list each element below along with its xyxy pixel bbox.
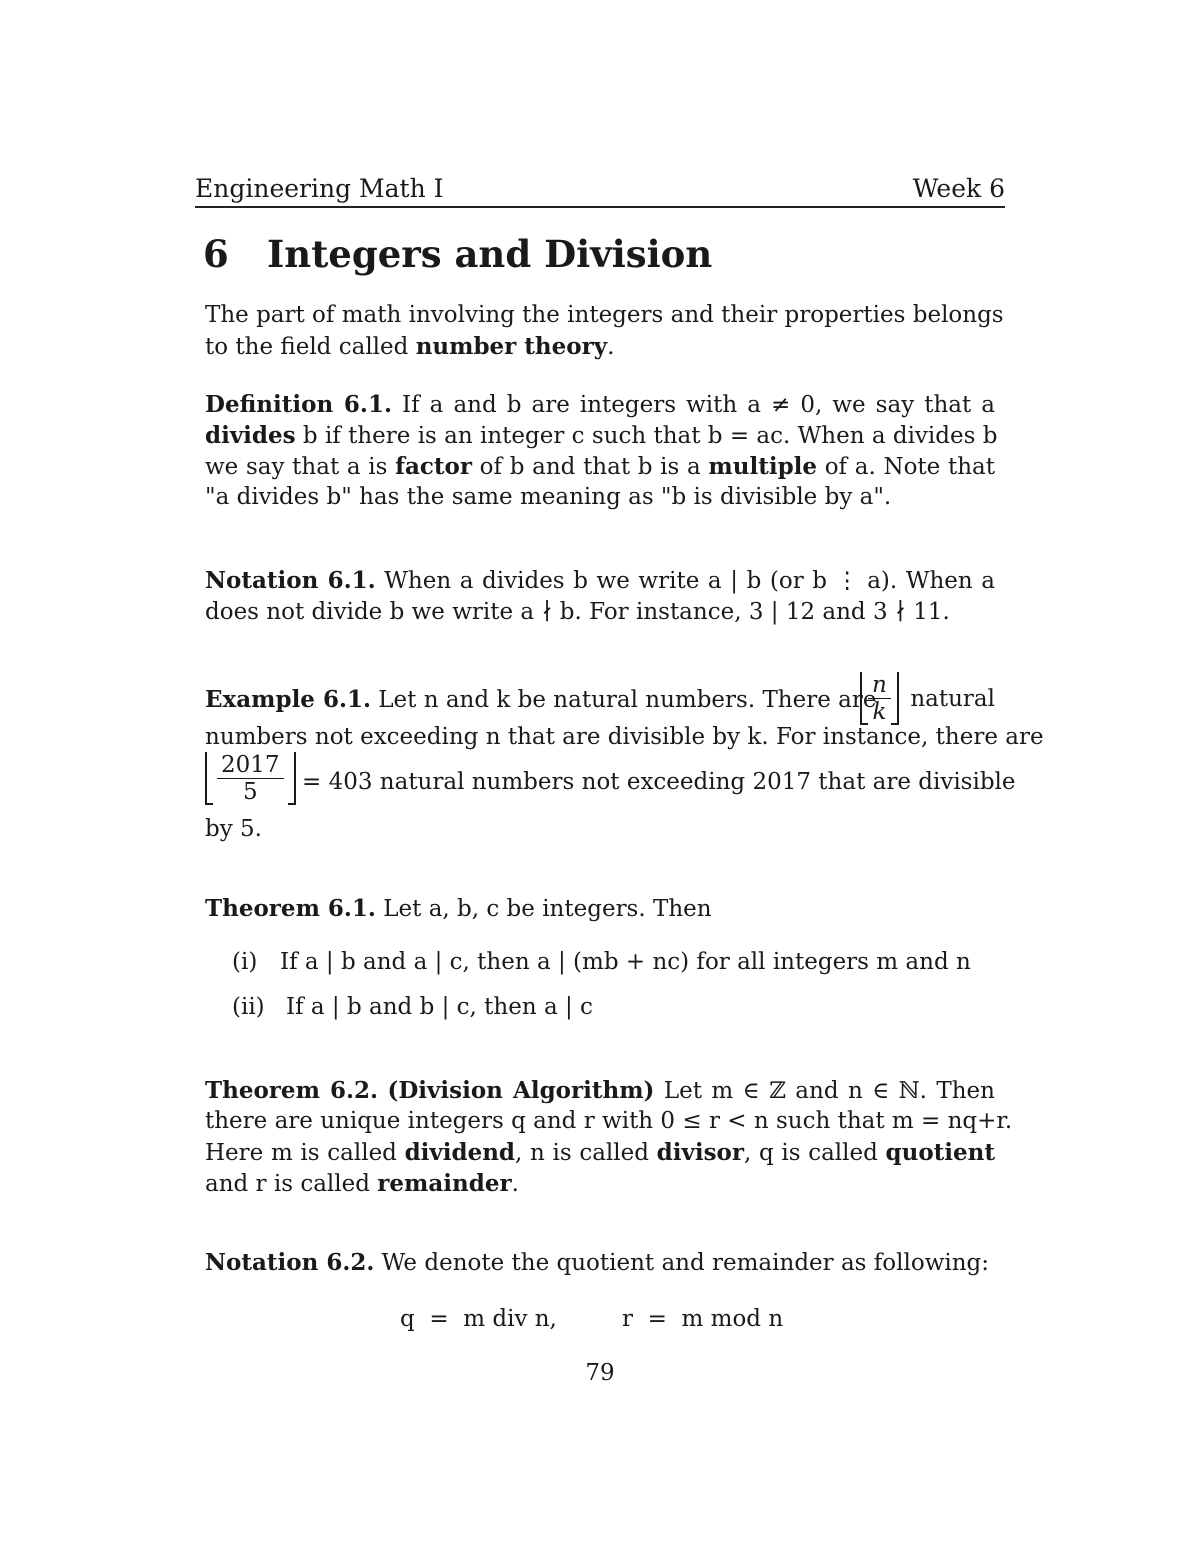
- example-line-4: by 5.: [205, 816, 262, 842]
- theorem1-item-2: (ii) If a | b and b | c, then a | c: [232, 994, 593, 1020]
- term-multiple: multiple: [708, 453, 818, 480]
- definition-line-3: we say that a is factor of b and that b is a multiple of a. Note that: [205, 453, 995, 480]
- definition-line-1: Definition 6.1. If a and b are integers with a ≠ 0, we say that a: [205, 391, 996, 418]
- course-title: Engineering Math I: [195, 174, 444, 203]
- term-factor: factor: [395, 453, 472, 480]
- notation1-label: Notation 6.1.: [205, 567, 376, 594]
- example-line-3: $\frac{2017}{5}$ = 403 natural numbers not exceeding 2017 that are divisible: [205, 752, 995, 814]
- definition-label: Definition 6.1.: [205, 391, 392, 418]
- theorem2-line-3: Here m is called dividend, n is called divisor, q is called quotient: [205, 1139, 996, 1166]
- page-number: 79: [585, 1360, 615, 1386]
- formula-remainder: r = m mod n: [622, 1306, 784, 1332]
- frac1-denominator: k: [872, 699, 887, 725]
- example-label: Example 6.1.: [205, 686, 371, 713]
- frac1-numerator: n: [868, 672, 891, 699]
- definition-line-4: "a divides b" has the same meaning as "b is divisible by a".: [205, 484, 892, 510]
- theorem1-item-1: (i) If a | b and a | c, then a | (mb + nc) for all integers m and n: [232, 949, 971, 975]
- notation1-line-1: Notation 6.1. When a divides b we write a | b (or b ⋮ a). When a: [205, 567, 996, 594]
- term-number-theory: number theory: [415, 333, 608, 360]
- notation2-line-1: Notation 6.2. We denote the quotient and remainder as following:: [205, 1249, 990, 1276]
- theorem2-name: (Division Algorithm): [387, 1077, 655, 1104]
- section-title: Integers and Division: [267, 232, 713, 276]
- theorem2-line-1: Theorem 6.2. (Division Algorithm) Let m ∈ ℤ and n ∈ ℕ. Then: [205, 1077, 995, 1104]
- example-line-2: numbers not exceeding n that are divisible by k. For instance, there are: [205, 724, 1044, 750]
- formula-quotient: q = m div n,: [400, 1306, 557, 1332]
- definition-line-2: divides b if there is an integer c such that b = ac. When a divides b: [205, 422, 998, 449]
- theorem1-label: Theorem 6.1.: [205, 895, 376, 922]
- notation2-label: Notation 6.2.: [205, 1249, 375, 1276]
- theorem2-label: Theorem 6.2.: [205, 1077, 379, 1104]
- theorem2-line-4: and r is called remainder.: [205, 1170, 519, 1197]
- intro-line-2: to the field called number theory.: [205, 333, 615, 360]
- theorem1-line-1: Theorem 6.1. Let a, b, c be integers. Then: [205, 895, 712, 922]
- frac2-denominator: 5: [242, 779, 258, 805]
- floor-n-over-k: [860, 672, 899, 725]
- theorem2-line-2: there are unique integers q and r with 0 ≤ r < n such that m = nq+r.: [205, 1108, 1013, 1134]
- week-label: Week 6: [912, 174, 1005, 203]
- example-line-1: Example 6.1. Let n and k be natural numbers. There are $\frac{n}{k}$ natural: [205, 672, 995, 725]
- term-dividend: dividend: [404, 1139, 516, 1166]
- notation1-line-2: does not divide b we write a ∤ b. For instance, 3 | 12 and 3 ∤ 11.: [205, 599, 950, 625]
- floor-2017-over-5: [205, 752, 296, 805]
- section-heading: [203, 232, 712, 276]
- frac2-numerator: 2017: [217, 752, 284, 779]
- term-remainder: remainder: [377, 1170, 512, 1197]
- intro-line-1: The part of math involving the integers and their properties belongs: [205, 302, 1004, 328]
- term-quotient: quotient: [885, 1139, 996, 1166]
- term-divides: divides: [205, 422, 296, 449]
- section-number: 6: [203, 232, 229, 276]
- running-header: [195, 168, 1005, 208]
- term-divisor: divisor: [656, 1139, 744, 1166]
